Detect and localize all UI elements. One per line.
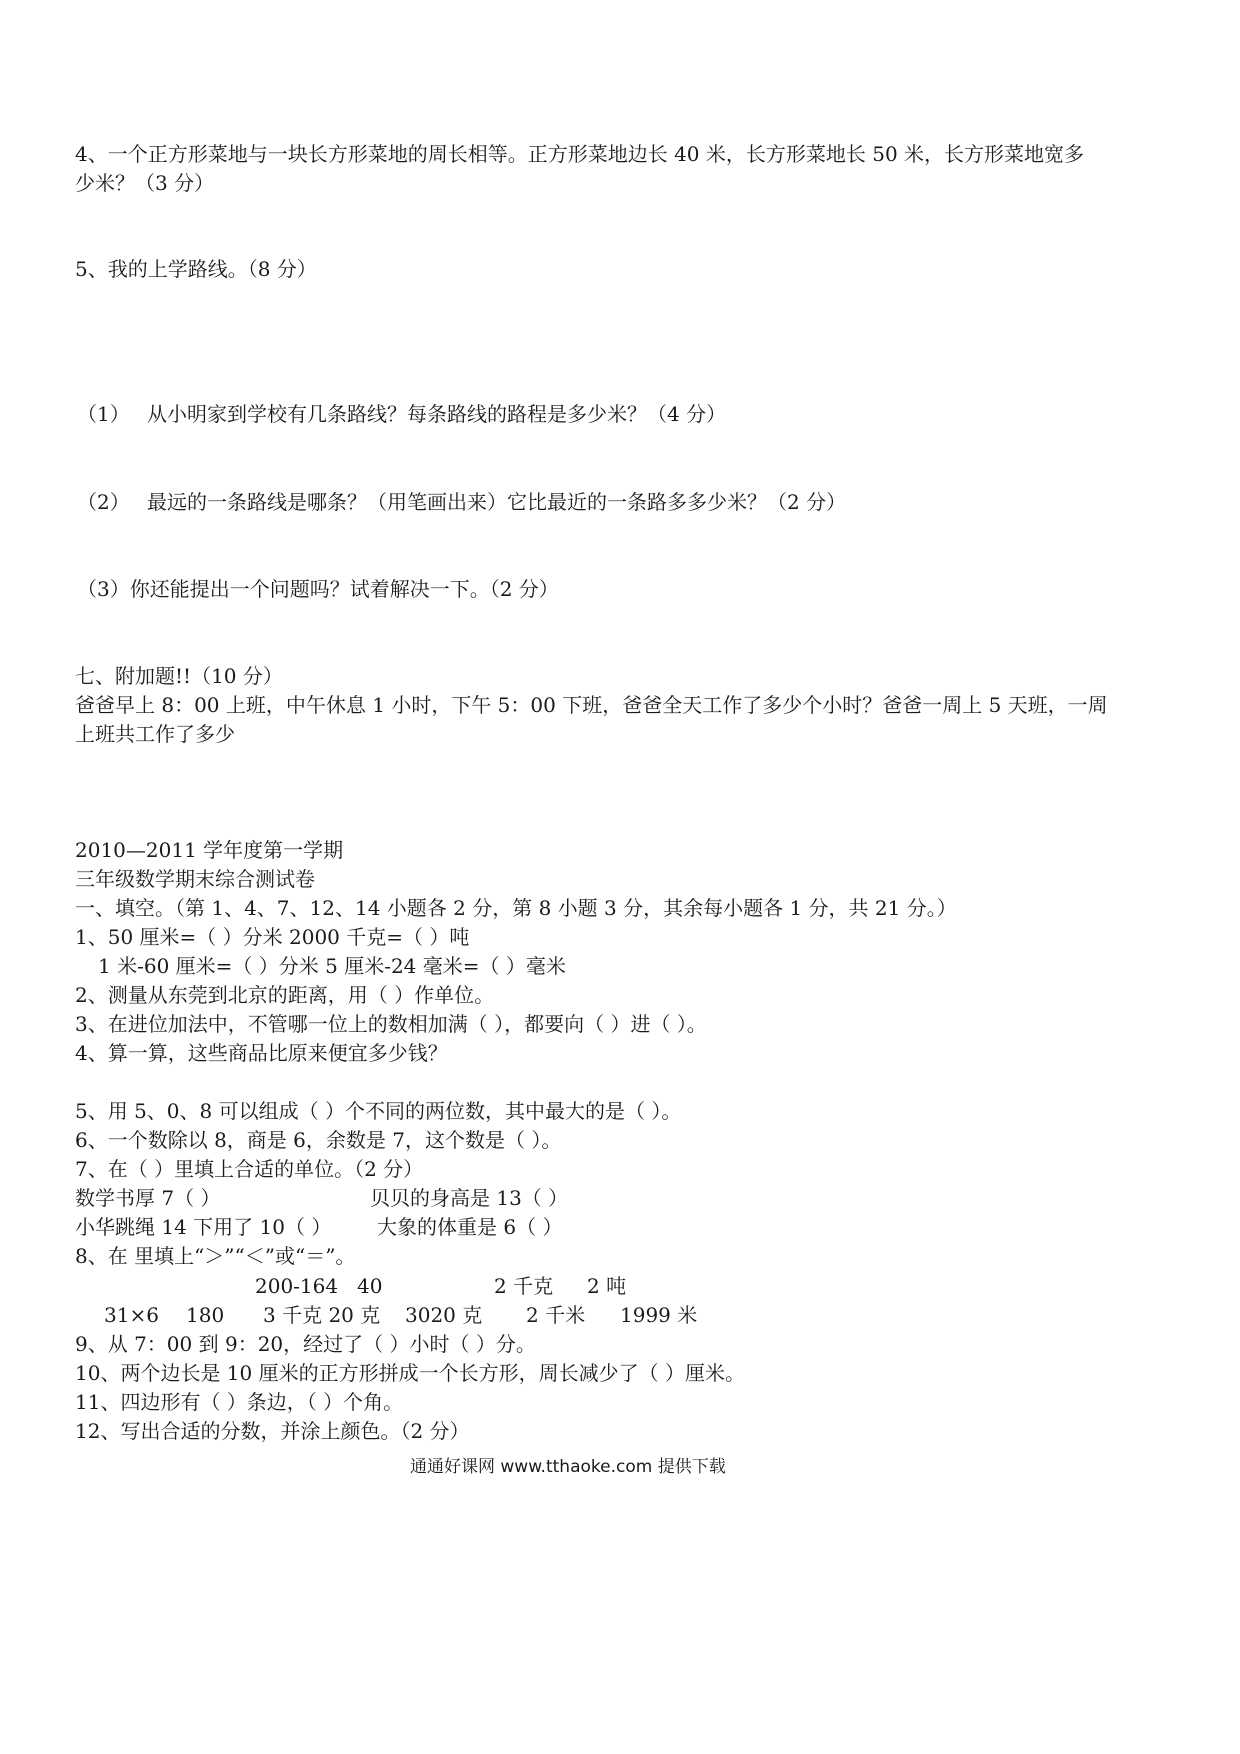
bonus-line-2: 上班共工作了多少	[75, 722, 235, 746]
section-1-heading: 一、填空。（第 1、4、7、12、14 小题各 2 分，第 8 小题 3 分，其余每小题各 1 分，共 21 分。）	[75, 896, 957, 920]
q8-row2-expression-1: 31×6	[104, 1303, 159, 1327]
exam-question-10: 10、两个边长是 10 厘米的正方形拼成一个长方形，周长减少了（ ）厘米。	[75, 1361, 745, 1385]
exam-question-1a: 1、50 厘米=（ ）分米 2000 千克=（ ）吨	[75, 925, 470, 949]
q8-row2-value-2: 3020 克	[405, 1303, 483, 1327]
exam-question-8: 8、在 里填上“＞”“＜”或“＝”。	[75, 1244, 356, 1268]
exam-question-5: 5、用 5、0、8 可以组成（ ）个不同的两位数，其中最大的是（ ）。	[75, 1099, 682, 1123]
exam-question-12: 12、写出合适的分数，并涂上颜色。（2 分）	[75, 1419, 470, 1443]
exam-question-9: 9、从 7：00 到 9：20，经过了（ ）小时（ ）分。	[75, 1332, 536, 1356]
exam-question-3: 3、在进位加法中，不管哪一位上的数相加满（ ），都要向（ ）进（ ）。	[75, 1012, 707, 1036]
exam-question-7a-right: 贝贝的身高是 13（ ）	[370, 1186, 569, 1210]
q8-row1-right-value: 2 吨	[587, 1274, 627, 1298]
exam-year-title: 2010—2011 学年度第一学期	[75, 838, 344, 862]
exam-question-2: 2、测量从东莞到北京的距离，用（ ）作单位。	[75, 983, 495, 1007]
question-5-title: 5、我的上学路线。（8 分）	[75, 257, 317, 281]
question-5-sub1-number: （1）	[77, 402, 130, 426]
question-4-line-2: 少米？（3 分）	[75, 171, 215, 195]
exam-question-7a-left: 数学书厚 7（ ）	[75, 1186, 221, 1210]
q8-row2-expression-2: 3 千克 20 克	[263, 1303, 381, 1327]
footer-source-note: 通通好课网 www.tthaoke.com 提供下载	[410, 1457, 726, 1477]
exam-question-7: 7、在（ ）里填上合适的单位。（2 分）	[75, 1157, 424, 1181]
exam-question-7b-left: 小华跳绳 14 下用了 10（ ）	[75, 1215, 332, 1239]
question-4-line-1: 4、一个正方形菜地与一块长方形菜地的周长相等。正方形菜地边长 40 米，长方形菜地长 50 米，长方形菜地宽多	[75, 142, 1085, 166]
q8-row2-value-3: 1999 米	[620, 1303, 698, 1327]
question-5-sub3: （3）你还能提出一个问题吗？试着解决一下。（2 分）	[77, 577, 559, 601]
exam-question-6: 6、一个数除以 8，商是 6，余数是 7，这个数是（ ）。	[75, 1128, 562, 1152]
question-5-sub2-number: （2）	[77, 490, 130, 514]
exam-question-1b: 1 米-60 厘米=（ ）分米 5 厘米-24 毫米=（ ）毫米	[98, 954, 566, 978]
question-5-sub1-text: 从小明家到学校有几条路线？每条路线的路程是多少米？（4 分）	[147, 402, 727, 426]
question-5-sub2-text: 最远的一条路线是哪条？（用笔画出来）它比最近的一条路多多少米？（2 分）	[147, 490, 847, 514]
q8-row1-left-value: 40	[357, 1274, 383, 1298]
q8-row2-value-1: 180	[186, 1303, 225, 1327]
q8-row2-expression-3: 2 千米	[526, 1303, 586, 1327]
q8-row1-left-expression: 200-164	[255, 1274, 339, 1298]
exam-title: 三年级数学期末综合测试卷	[75, 867, 315, 891]
exam-question-11: 11、四边形有（ ）条边，（ ）个角。	[75, 1390, 404, 1414]
bonus-title: 七、附加题!!（10 分）	[75, 664, 283, 688]
exam-question-7b-right: 大象的体重是 6（ ）	[377, 1215, 563, 1239]
exam-question-4: 4、算一算，这些商品比原来便宜多少钱？	[75, 1041, 448, 1065]
bonus-line-1: 爸爸早上 8：00 上班，中午休息 1 小时，下午 5：00 下班，爸爸全天工作了多少个小时？爸爸一周上 5 天班，一周	[75, 693, 1108, 717]
q8-row1-right-expression: 2 千克	[494, 1274, 554, 1298]
